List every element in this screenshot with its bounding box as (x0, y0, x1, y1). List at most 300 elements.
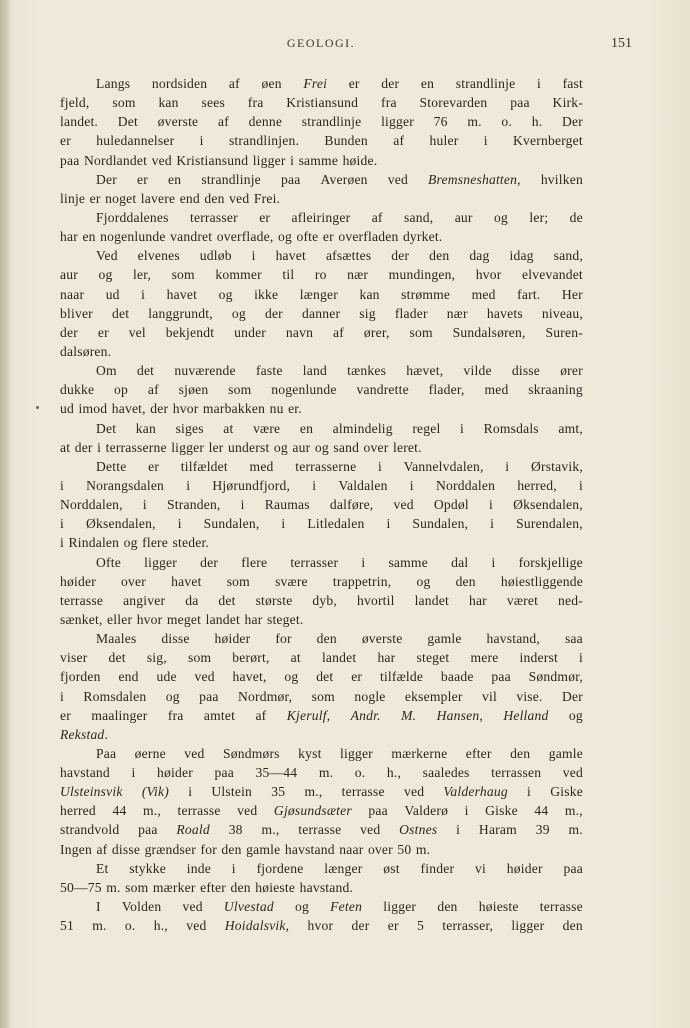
word: i (281, 516, 286, 532)
word: fjeld, (60, 95, 90, 111)
word: Der (562, 688, 583, 704)
word: der (351, 918, 370, 934)
word: Paa (96, 745, 117, 761)
word: Øksendalen, (85, 516, 156, 532)
word: fra (381, 95, 397, 111)
word: paa (214, 765, 234, 781)
word: ved (360, 822, 381, 838)
word: Suren- (545, 324, 583, 340)
word: paa (510, 95, 530, 111)
word: dag (469, 248, 490, 264)
word: Haram (478, 822, 517, 838)
word: 35—44 (255, 765, 298, 781)
word: aur (60, 267, 78, 283)
word: nogenlunde (271, 382, 337, 398)
word: Norddalen (435, 477, 496, 493)
word: sig (359, 305, 376, 321)
word: en (168, 171, 182, 187)
text-line (60, 744, 583, 763)
word: ud (60, 401, 74, 417)
word: Kvernberget (513, 133, 583, 149)
word: dalsøren. (60, 343, 112, 359)
word: øerne (134, 745, 166, 761)
word: landet. (60, 114, 99, 130)
word: paa (491, 669, 511, 685)
word: m., (564, 803, 583, 819)
word: i (231, 860, 236, 876)
word: det (112, 305, 130, 321)
word: ved (393, 497, 414, 513)
word: 44 (112, 803, 127, 819)
word: mundingen, (388, 267, 456, 283)
word: Kristiansund (176, 152, 249, 168)
word: til (282, 267, 295, 283)
word: den (204, 190, 225, 206)
word: det (316, 669, 334, 685)
word: herred (60, 803, 96, 819)
word: i (536, 76, 541, 91)
text-line (60, 553, 583, 572)
word: er (148, 458, 160, 474)
word: Bunden (324, 133, 368, 149)
word: har (468, 592, 487, 608)
word: langgrundt, (148, 305, 213, 321)
text-line (60, 246, 583, 265)
word: en (299, 420, 314, 436)
word: herred, (517, 477, 557, 493)
word: havet, (232, 669, 267, 685)
word: den (316, 631, 337, 647)
text-line (60, 763, 583, 782)
text-line (60, 820, 583, 839)
word: afsættes (325, 248, 372, 264)
word: og (494, 209, 509, 225)
word: fjorden (60, 669, 101, 685)
word: ører, (363, 324, 390, 340)
word: m., (261, 822, 280, 838)
word: i (251, 248, 256, 264)
word: Giske (485, 803, 518, 819)
word: terrassen (491, 765, 542, 781)
word: har (244, 611, 263, 627)
word: terrasse (341, 784, 385, 800)
word: tilfælde (379, 669, 424, 685)
word: Nordmør, (237, 688, 293, 704)
word: i (240, 497, 245, 513)
word: strandlinje (455, 76, 516, 91)
word: elvevandet (522, 267, 583, 283)
word: med (484, 382, 509, 398)
word: Et (96, 860, 109, 876)
word: faste (255, 363, 283, 379)
word: er (60, 707, 71, 723)
word: den (429, 248, 450, 264)
word: landet (205, 611, 241, 627)
word: 38 (228, 822, 243, 838)
word: Maales (96, 631, 137, 647)
word: i (491, 554, 496, 570)
word: svære (275, 573, 308, 589)
word: amt, (558, 420, 583, 436)
word: danner (302, 305, 341, 321)
word: høieste (255, 879, 296, 895)
word: flader, (428, 382, 465, 398)
word: disse (161, 631, 190, 647)
word: skraaning (528, 382, 583, 398)
word: vandret (170, 229, 213, 245)
word: regel (412, 420, 441, 436)
word: som (409, 324, 433, 340)
word: Andr. (350, 707, 381, 723)
word: ved (237, 803, 258, 819)
word: over (121, 573, 147, 589)
word: med (471, 286, 496, 302)
word: med (249, 458, 274, 474)
word: Nordlandet (83, 152, 148, 168)
word: m., (142, 803, 161, 819)
word: Øksendalen, (513, 497, 583, 513)
word: i (527, 784, 532, 800)
word: terrasse (539, 899, 583, 915)
word: baade (440, 669, 474, 685)
word: bekjendt (165, 324, 215, 340)
word: i (377, 458, 382, 474)
word: ligger (252, 152, 286, 168)
word: landet (321, 650, 357, 666)
word: hvilken (540, 171, 583, 187)
word: Ostnes (399, 822, 438, 838)
word: er (97, 324, 109, 340)
word: Hoidalsvik, (224, 918, 290, 934)
word: terrasse (60, 592, 104, 608)
word: inde (186, 860, 211, 876)
word: den (455, 573, 476, 589)
text-line (60, 840, 583, 859)
word: i (579, 477, 583, 493)
word: aur (292, 439, 311, 455)
word: mere (470, 650, 499, 666)
word: strandvold (60, 822, 120, 838)
word: i (489, 497, 493, 513)
word: hvor (307, 918, 334, 934)
word: end (179, 190, 200, 206)
word: i (456, 822, 461, 838)
word: m. (415, 841, 431, 857)
word: terrasserne (105, 439, 167, 455)
word: og (218, 286, 233, 302)
word: i (290, 152, 295, 168)
word: paa (563, 860, 583, 876)
word: ved (186, 918, 207, 934)
word: af (371, 209, 383, 225)
word: Surendalen, (516, 516, 583, 532)
word: huledannelser (96, 133, 175, 149)
word: er. (288, 401, 302, 417)
word: m. (568, 822, 583, 838)
word: af (147, 382, 159, 398)
word: nogle (354, 688, 386, 704)
word: over (367, 841, 393, 857)
word: ro (314, 267, 327, 283)
word: nu (269, 401, 284, 417)
word: af (96, 841, 108, 857)
word: 50—75 (60, 879, 102, 895)
text-line (60, 782, 583, 801)
word: dyrket. (402, 229, 443, 245)
text-line (60, 878, 583, 897)
word: dukke (60, 382, 95, 398)
word: m. (318, 765, 334, 781)
word: Der (96, 171, 117, 187)
word: 44 (534, 803, 549, 819)
text-line (60, 476, 583, 495)
word: der (74, 439, 93, 455)
word: over (363, 439, 389, 455)
word: forskjellige (518, 554, 583, 570)
text-line (60, 342, 583, 361)
word: Rekstad. (60, 726, 109, 742)
word: den (230, 879, 251, 895)
word: længer (299, 286, 338, 302)
word: som (226, 573, 250, 589)
word: den (562, 918, 583, 934)
word: hvortil (356, 592, 395, 608)
word: h., (386, 765, 402, 781)
word: eksempler (404, 688, 463, 704)
word: havet (275, 248, 307, 264)
word: Dette (96, 458, 127, 474)
word: huler (429, 133, 459, 149)
word: denne (248, 114, 283, 130)
word: Ingen (60, 841, 92, 857)
word: i (131, 765, 136, 781)
word: i (60, 477, 64, 493)
word: Gjøsundsæter (273, 803, 352, 819)
word: Sundalen, (412, 516, 469, 532)
word: for (275, 631, 292, 647)
word: Kjerulf, (286, 707, 331, 723)
word: og (98, 267, 113, 283)
word: høide. (342, 152, 378, 168)
word: land (302, 363, 327, 379)
word: disse (111, 841, 141, 857)
word: Giske (550, 784, 583, 800)
word: Litledalen (307, 516, 365, 532)
text-line (60, 667, 583, 686)
word: en (420, 76, 435, 91)
word: Averøen (320, 171, 368, 187)
word: samme (388, 554, 428, 570)
word: og (314, 439, 329, 455)
word: ligger (381, 114, 414, 130)
word: Søndmørs (222, 745, 280, 761)
word: Vannelvdalen, (403, 458, 484, 474)
word: der (200, 554, 219, 570)
word: Sundalen, (203, 516, 260, 532)
word: dyb, (312, 592, 338, 608)
word: leret. (393, 439, 422, 455)
word: ikke (254, 286, 279, 302)
word: dalføre, (329, 497, 374, 513)
word: nær (347, 267, 369, 283)
page-spine-shadow (0, 0, 10, 1028)
word: for (200, 841, 217, 857)
word: disse (511, 363, 541, 379)
word: i (142, 497, 147, 513)
word: vil (481, 688, 497, 704)
word: høider (214, 631, 251, 647)
word: sænket, (60, 611, 103, 627)
word: Søndmør, (528, 669, 583, 685)
word: der (391, 248, 410, 264)
word: sand, (553, 248, 583, 264)
word: i (483, 133, 488, 149)
word: naar (339, 841, 364, 857)
word: underst (228, 439, 270, 455)
word: flere (142, 535, 169, 551)
word: hvor (136, 611, 163, 627)
text-line (60, 457, 583, 476)
word: Norangsdalen (86, 477, 165, 493)
word: nordsiden (151, 76, 208, 91)
word: og (568, 707, 583, 723)
page-header (60, 36, 632, 56)
word: Valderø (404, 803, 449, 819)
word: gamle (427, 631, 462, 647)
word: havstand, (486, 631, 541, 647)
word: ved (151, 152, 172, 168)
word: gamle (548, 745, 583, 761)
word: m. (467, 114, 482, 130)
word: ned- (558, 592, 583, 608)
word: Feten (330, 899, 363, 915)
margin-speck (36, 406, 39, 409)
word: øverste (361, 631, 403, 647)
word: Ørstavik, (530, 458, 583, 474)
word: tænkes (347, 363, 387, 379)
word: op (114, 382, 129, 398)
word: dal (451, 554, 469, 570)
word: ler (208, 439, 224, 455)
word: Norddalen, (60, 497, 123, 513)
word: o. (501, 114, 513, 130)
word: nuværende (174, 363, 236, 379)
word: som (187, 650, 212, 666)
word: steget. (266, 611, 304, 627)
word: nær (446, 305, 468, 321)
word: ligger (340, 745, 373, 761)
word: stykke (129, 860, 166, 876)
word: ved (182, 899, 203, 915)
word: idag (509, 248, 534, 264)
word: øst (383, 860, 400, 876)
word: ligger (511, 918, 545, 934)
word: af (333, 324, 344, 340)
word: som (171, 267, 195, 283)
word: fra (167, 707, 184, 723)
word: er (387, 918, 399, 934)
word: almindelig (332, 420, 393, 436)
text-line (60, 706, 583, 725)
word: ligger (171, 439, 205, 455)
word: der (60, 324, 78, 340)
word: vandrette (356, 382, 409, 398)
word: terrasser (290, 554, 339, 570)
word: havstand (284, 841, 335, 857)
word: Her (561, 286, 583, 302)
word: Der (562, 114, 583, 130)
word: Ved (96, 248, 118, 264)
word: Opdøl (433, 497, 469, 513)
word: Romsdals (483, 420, 539, 436)
text-line (60, 419, 583, 438)
word: overfladen (338, 229, 399, 245)
word: i (188, 784, 193, 800)
word: tilfældet (180, 458, 228, 474)
word: det (136, 363, 155, 379)
word: er (60, 133, 71, 149)
word: den (437, 899, 458, 915)
word: bliver (60, 305, 93, 321)
word: noget (105, 190, 137, 206)
word: i (60, 516, 64, 532)
word: høider (506, 860, 543, 876)
text-line (60, 227, 583, 246)
word: Storevarden (419, 95, 488, 111)
word: fra (247, 95, 264, 111)
word: naar (60, 286, 85, 302)
word: udløb (199, 248, 232, 264)
word: Stranden, (167, 497, 221, 513)
word: finder (420, 860, 455, 876)
text-line (60, 438, 583, 457)
word: har (377, 650, 396, 666)
word: høiestliggende (500, 573, 583, 589)
word: den (221, 841, 242, 857)
word: øverste (157, 114, 199, 130)
word: Bremsneshatten, (428, 171, 521, 187)
word: at (60, 439, 71, 455)
word: terrasse (177, 803, 221, 819)
word: Raumas (264, 497, 310, 513)
word: er (351, 669, 363, 685)
word: terrasser (189, 209, 238, 225)
word: høider (60, 573, 96, 589)
word: af (217, 114, 229, 130)
word: m., (304, 784, 323, 800)
word: mærker (152, 879, 196, 895)
word: berørt, (232, 650, 270, 666)
word: og (277, 229, 292, 245)
word: hævet, (406, 363, 444, 379)
word: h., (153, 918, 168, 934)
word: i (579, 650, 583, 666)
word: Hjørundfjord, (212, 477, 291, 493)
word: niveau, (541, 305, 583, 321)
word: fjordene (256, 860, 304, 876)
text-line (60, 801, 583, 820)
text-line (60, 112, 583, 131)
text-line (60, 151, 583, 170)
word: da (185, 592, 199, 608)
word: i (409, 477, 414, 493)
word: sig, (146, 650, 167, 666)
word: inderst (519, 650, 558, 666)
word: strandlinje (201, 171, 261, 187)
word: Romsdalen (83, 688, 147, 704)
word: paa (138, 822, 158, 838)
word: havet, (111, 401, 146, 417)
